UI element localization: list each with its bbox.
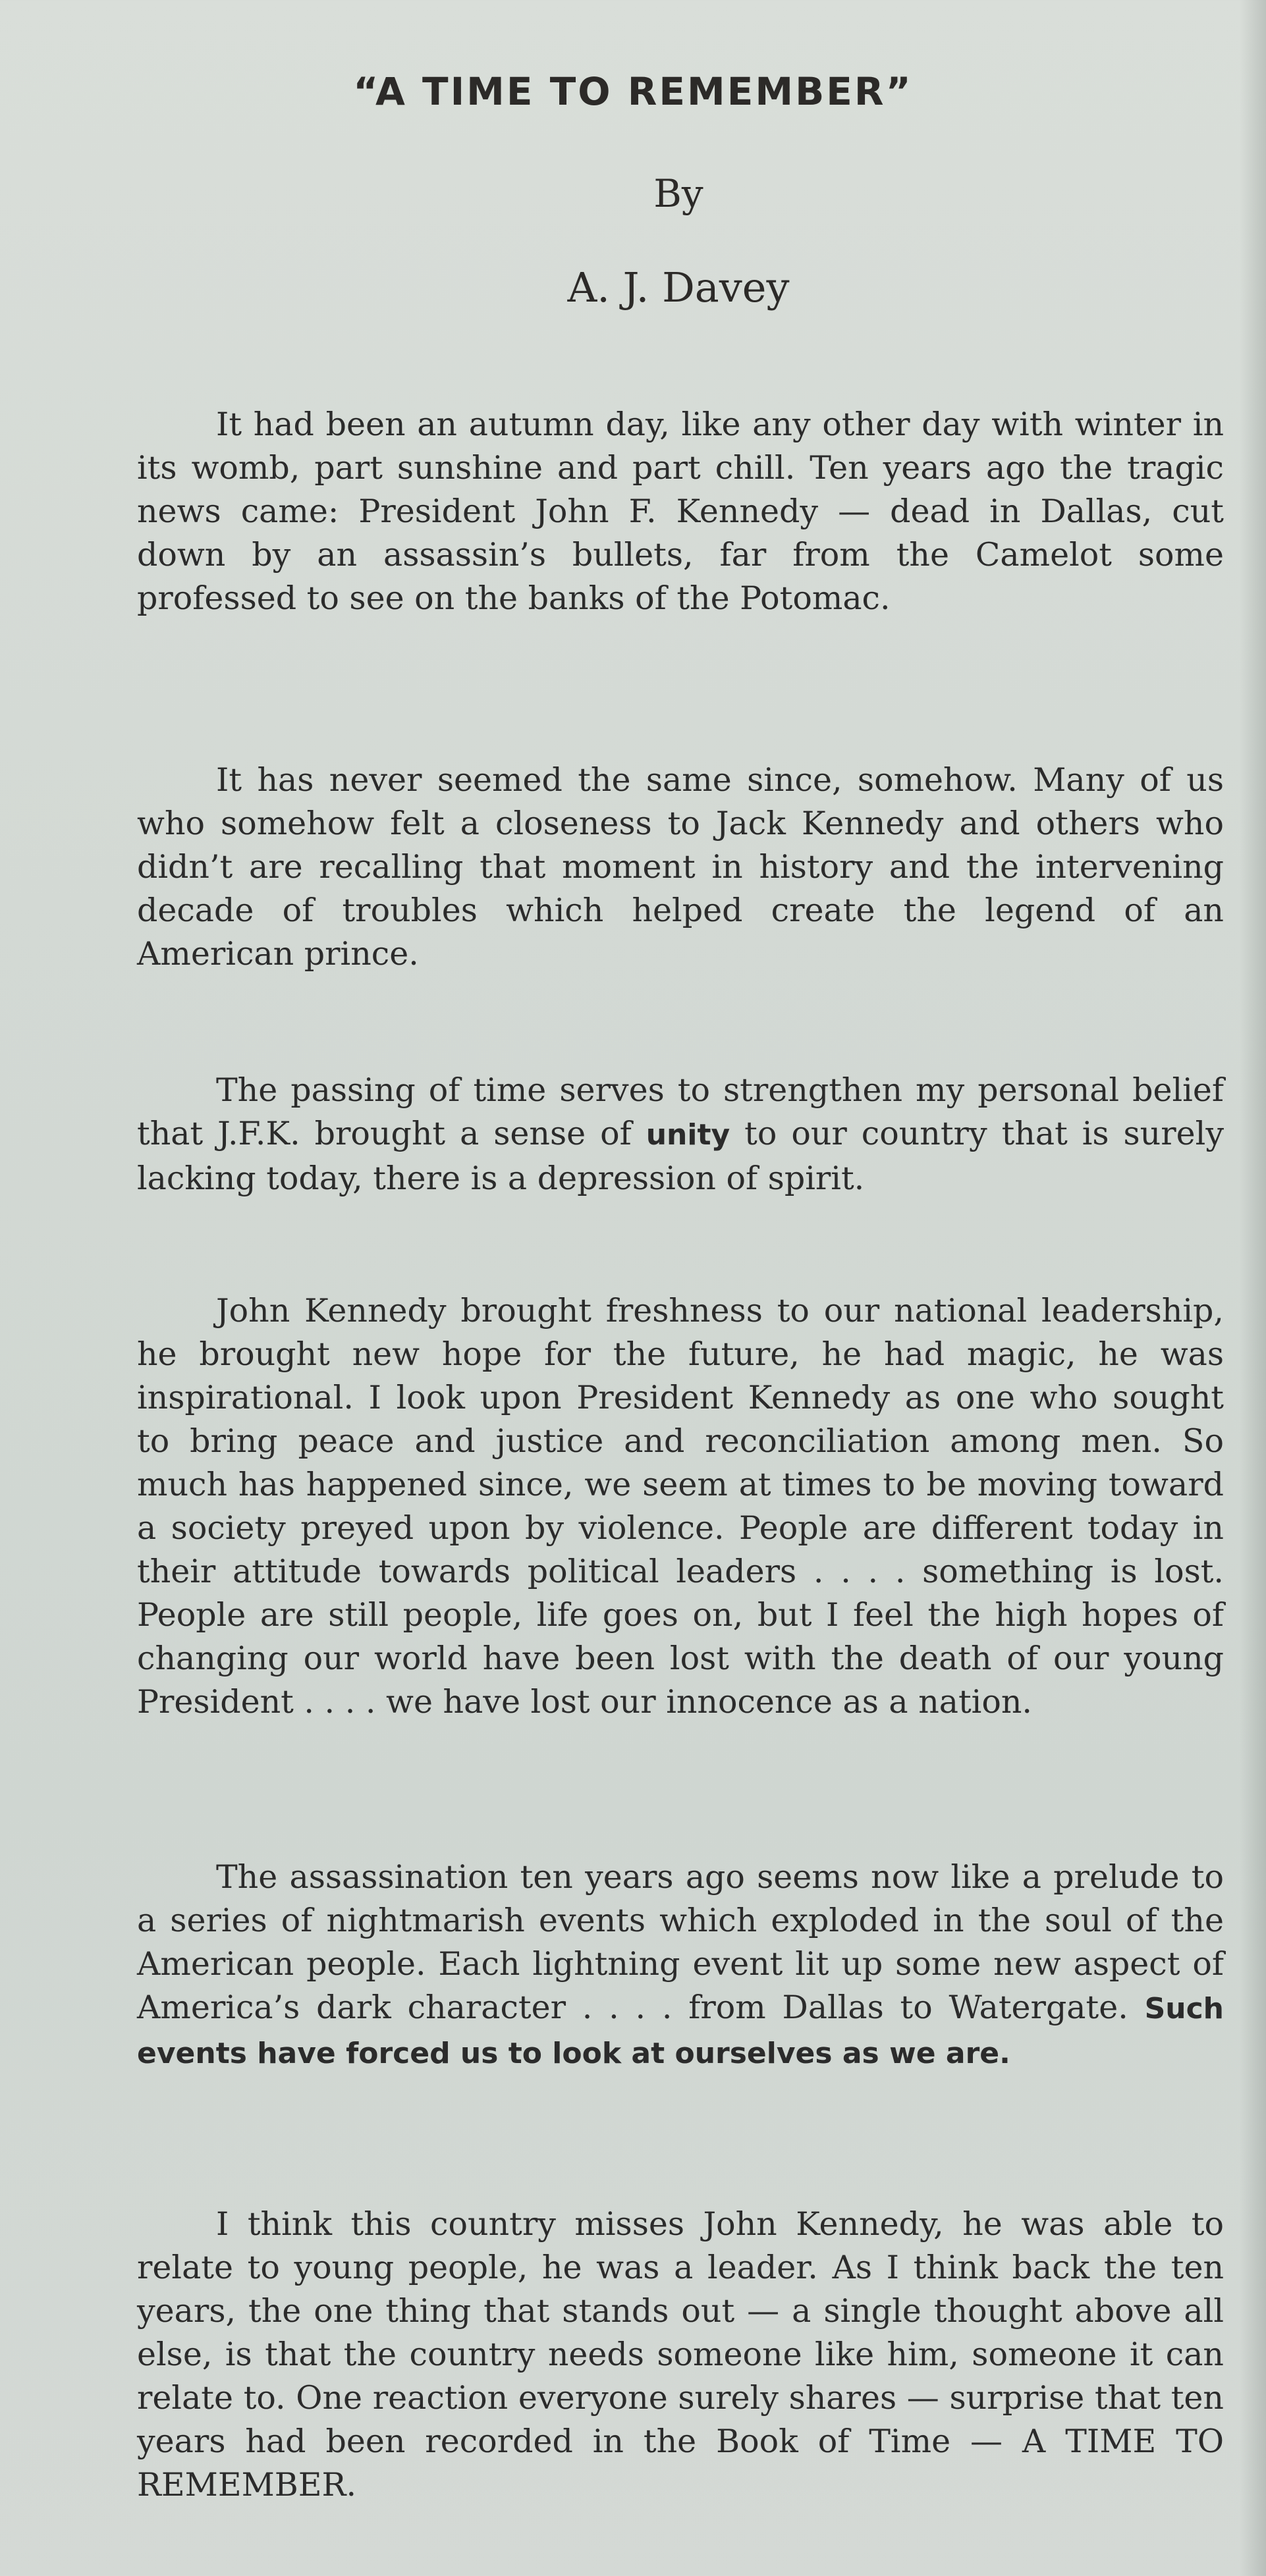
paragraph-6-text: I think this country misses John Kennedy, he was able to relate to young people, he was a leader. As I think back the ten years, the one thing that stands out — a single thought above all else, is that the country needs someone like him, someone it can relate to. One reaction everyone surely shares — surprise that ten years had been recorded in the Book of Time — A TIME TO REMEMBER. bbox=[137, 2205, 1224, 2504]
paragraph-5-text-before: The assassination ten years ago seems now like a prelude to a series of nightmarish events which exploded in the soul of the American people. Each lightning event lit up some new aspect of America’s dark character . . . . from Dallas to Watergate. bbox=[137, 1858, 1224, 2026]
page-edge-shadow bbox=[1240, 0, 1266, 2576]
paragraph-3-text-before: The passing of time serves to strengthen my personal belief that J.F.K. brought a sense of bbox=[137, 1071, 1224, 1152]
author-name: A. J. Davey bbox=[567, 263, 790, 311]
paragraph-3 bbox=[137, 1069, 1224, 1200]
paragraph-4 bbox=[137, 1289, 1224, 1724]
paragraph-3-text-after: to our country that is surely lacking today, there is a depression of spirit. bbox=[137, 1115, 1225, 1197]
paragraph-2-text: It has never seemed the same since, somehow. Many of us who somehow felt a closeness to Jack Kennedy and others who didn’t are recalling that moment in history and the intervening decade of troubles which helped create the legend of an American prince. bbox=[137, 761, 1224, 973]
paragraph-4-text: John Kennedy brought freshness to our national leadership, he brought new hope for the future, he had magic, he was inspirational. I look upon President Kennedy as one who sought to bring peace and justice and reconciliation among men. So much has happened since, we seem at times to be moving toward a society preyed upon by violence. People are different today in their attitude towards political leaders . . . . something is lost. People are still people, life goes on, but I feel the high hopes of changing our world have been lost with the death of our young President . . . . we have lost our innocence as a nation. bbox=[137, 1292, 1224, 1721]
document-title: “A TIME TO REMEMBER” bbox=[353, 69, 913, 114]
paragraph-3-bold-word: unity bbox=[646, 1118, 730, 1152]
paragraph-2 bbox=[137, 759, 1224, 976]
paragraph-1 bbox=[137, 403, 1224, 620]
paragraph-1-text: It had been an autumn day, like any other day with winter in its womb, part sunshine and part chill. Ten years ago the tragic news came: President John F. Kennedy — dead in Dallas, cut down by an assassin’s bullets, far from the Camelot some professed to see on the banks of the Potomac. bbox=[137, 406, 1224, 617]
paragraph-5-bold-sentence: Such events have forced us to look at ourselves as we are. bbox=[137, 1992, 1224, 2070]
paragraph-6 bbox=[137, 2203, 1224, 2507]
paragraph-5 bbox=[137, 1856, 1224, 2076]
byline: By bbox=[653, 171, 703, 216]
